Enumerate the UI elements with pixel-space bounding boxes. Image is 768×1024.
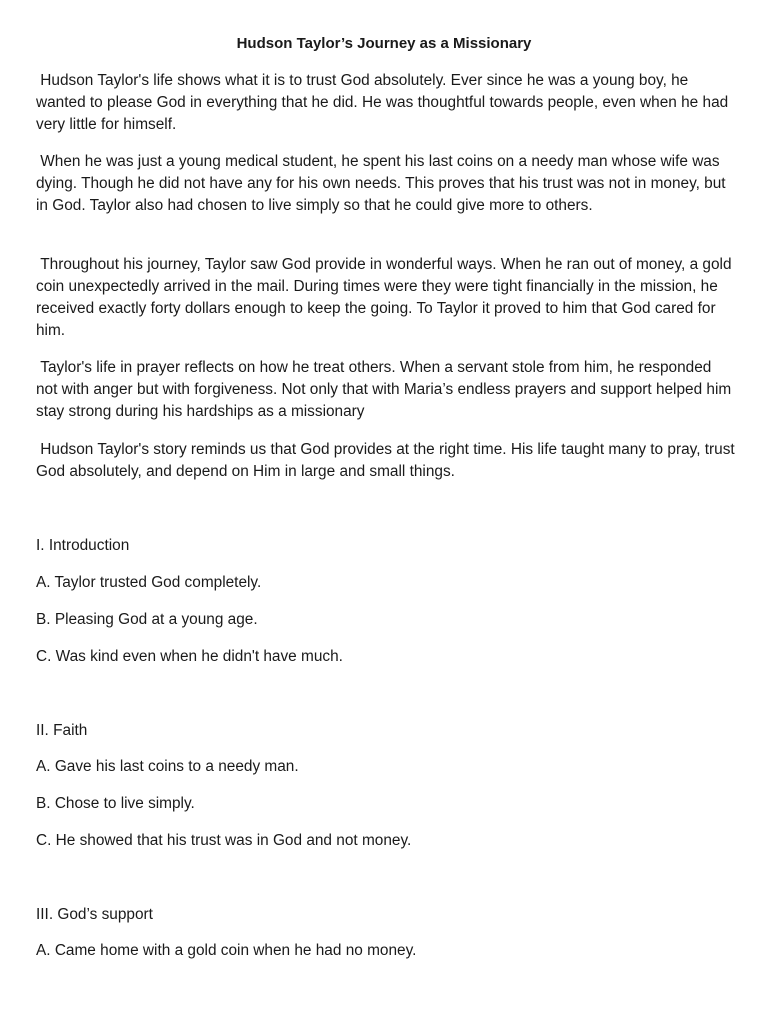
outline-item: A. Taylor trusted God completely.	[36, 574, 262, 591]
paragraph-4: Taylor's life in prayer reflects on how he treat others. When a servant stole from him, he responded not with anger but with forgiveness. Not only that with Maria’s endless prayers and support helped him stay strong during his hardships as a missionary	[36, 359, 736, 420]
outline-item: C. Was kind even when he didn't have much.	[36, 648, 343, 665]
paragraph-2: When he was just a young medical student, he spent his last coins on a needy man whose wife was dying. Though he did not have any for his own needs. This proves that his trust was not in money, but in God. Taylor also had chosen to live simply so that he could give more to others.	[36, 153, 730, 214]
paragraph-3: Throughout his journey, Taylor saw God provide in wonderful ways. When he ran out of money, a gold coin unexpectedly arrived in the mail. During times were they were tight financially in the mission, he received exactly forty dollars enough to keep the going. To Taylor it proved to him that God cared for him.	[36, 256, 736, 339]
outline-heading: II. Faith	[36, 722, 88, 739]
outline-item: A. Came home with a gold coin when he had no money.	[36, 942, 417, 959]
outline-item: A. Gave his last coins to a needy man.	[36, 758, 299, 775]
paragraph-5: Hudson Taylor's story reminds us that God provides at the right time. His life taught many to pray, trust God absolutely, and depend on Him in large and small things.	[36, 441, 739, 480]
document-title: Hudson Taylor’s Journey as a Missionary	[236, 35, 532, 52]
outline-item: C. He showed that his trust was in God and not money.	[36, 832, 412, 849]
outline-heading: III. God’s support	[36, 906, 153, 923]
outline-heading: I. Introduction	[36, 537, 130, 554]
paragraph-1: Hudson Taylor's life shows what it is to trust God absolutely. Ever since he was a young boy, he wanted to please God in everything that he did. He was thoughtful towards people, even when he had very little for himself.	[36, 72, 733, 133]
outline-item: B. Pleasing God at a young age.	[36, 611, 258, 628]
outline-item: B. Chose to live simply.	[36, 795, 195, 812]
